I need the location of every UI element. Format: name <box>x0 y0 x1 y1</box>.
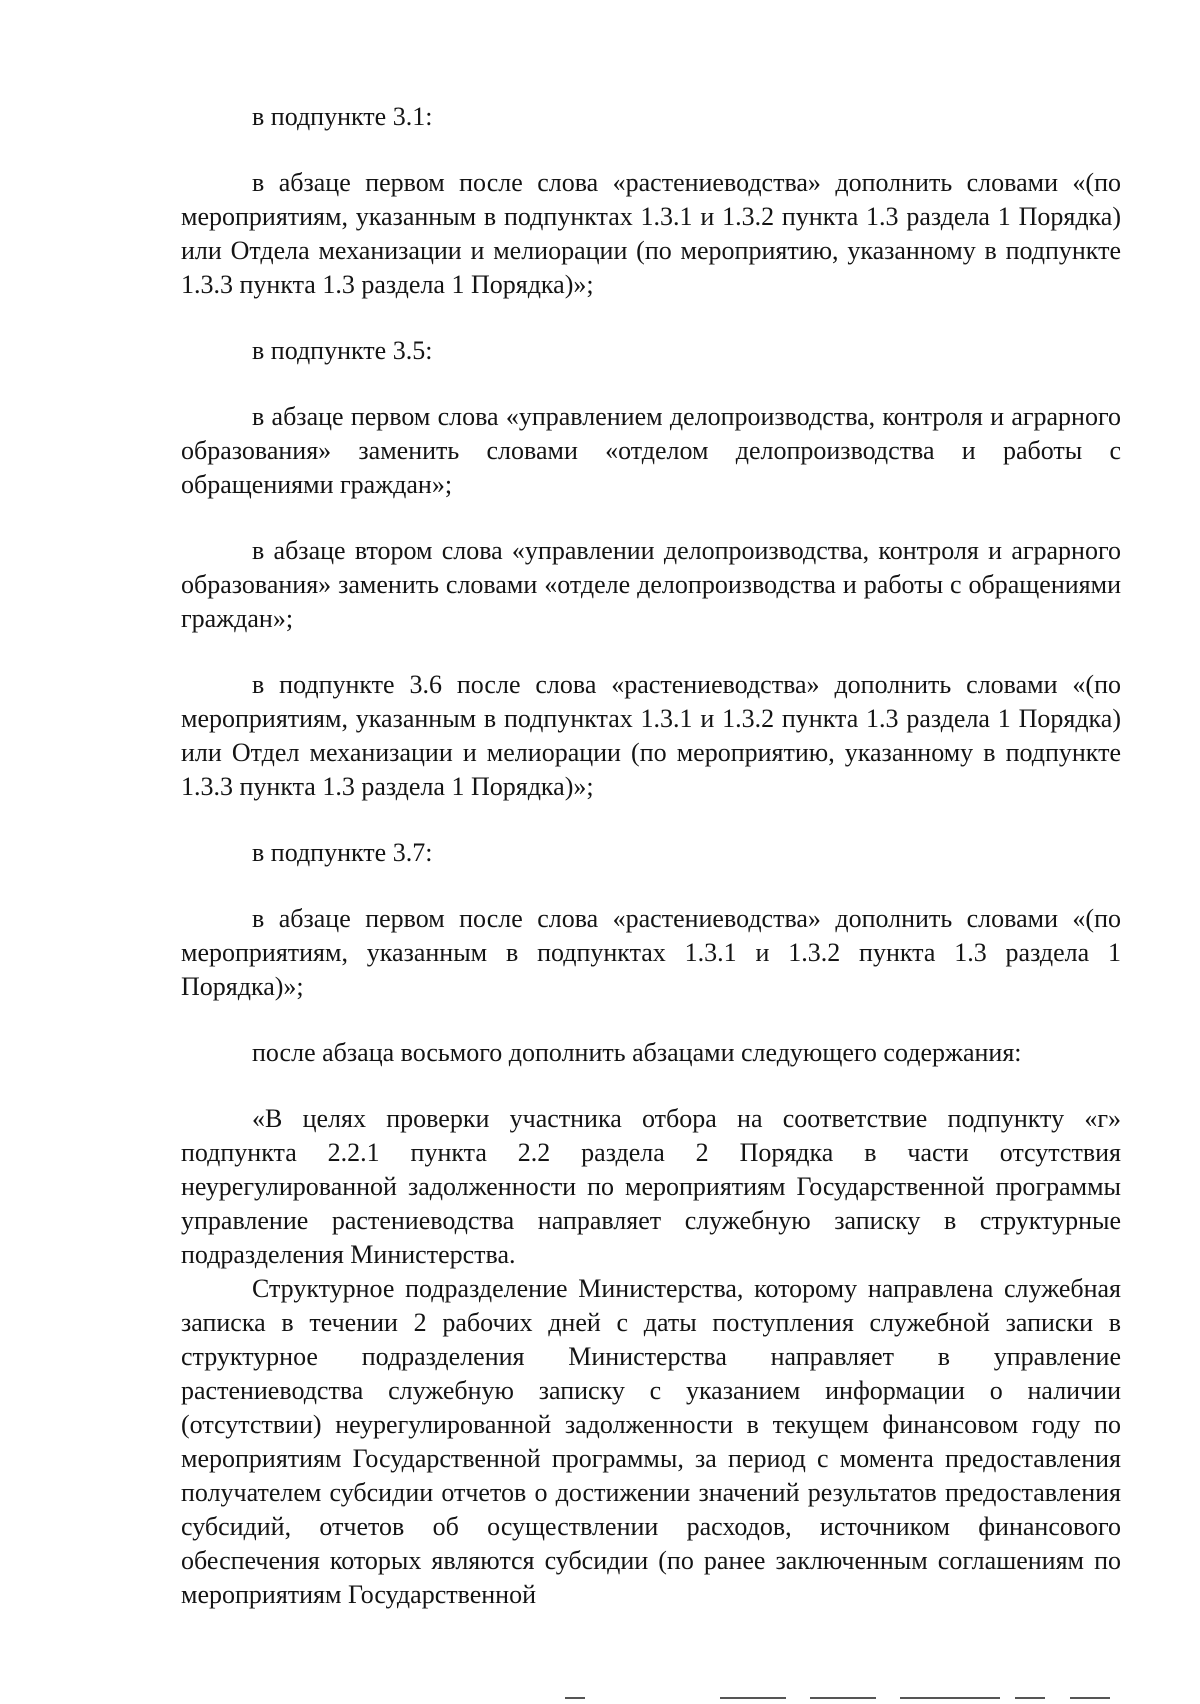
document-page <box>181 100 1121 1612</box>
scan-artifact-line <box>810 1697 876 1699</box>
scan-artifact-line <box>1070 1697 1110 1699</box>
paragraph-amendment-3-6: в подпункте 3.6 после слова «растениеводства» дополнить словами «(по мероприятиям, указанным в подпунктах 1.3.1 и 1.3.2 пункта 1.3 раздела 1 Порядка) или Отдел механизации и мелиорации (по мероприятию, указанному в подпункте 1.3.3 пункта 1.3 раздела 1 Порядка)»; <box>181 670 1121 801</box>
scan-artifact-line <box>1015 1697 1045 1699</box>
paragraph-amendment-3-7: в абзаце первом после слова «растениеводства» дополнить словами «(по мероприятиям, указанным в подпунктах 1.3.1 и 1.3.2 пункта 1.3 раздела 1 Порядка)»; <box>181 904 1121 1001</box>
scan-artifact-line <box>720 1697 786 1699</box>
scan-artifact-line <box>900 1697 1000 1699</box>
paragraph-new-text-2: Структурное подразделение Министерства, которому направлена служебная записка в течении 2 рабочих дней с даты поступления служебной записки в структурное подразделения Министерства направляет в управление растениеводства служебную записку с указанием информации о наличии (отсутствии) неурегулированной задолженности в текущем финансовом году по мероприятиям Государственной программы, за период с момента предоставления получателем субсидии отчетов о достижении значений результатов предоставления субсидий, отчетов об осуществлении расходов, источником финансового обеспечения которых являются субсидии (по ранее заключенным соглашениям по мероприятиям Государственной <box>181 1274 1121 1609</box>
paragraph-subpoint-3-7: в подпункте 3.7: <box>252 838 433 867</box>
paragraph-amendment-3-1: в абзаце первом после слова «растениеводства» дополнить словами «(по мероприятиям, указанным в подпунктах 1.3.1 и 1.3.2 пункта 1.3 раздела 1 Порядка) или Отдела механизации и мелиорации (по мероприятию, указанному в подпункте 1.3.3 пункта 1.3 раздела 1 Порядка)»; <box>181 168 1121 299</box>
paragraph-amendment-3-5-second: в абзаце втором слова «управлении делопроизводства, контроля и аграрного образования» заменить словами «отделе делопроизводства и работы с обращениями граждан»; <box>181 536 1121 633</box>
paragraph-new-text-1: «В целях проверки участника отбора на соответствие подпункту «г» подпункта 2.2.1 пункта 2.2 раздела 2 Порядка в части отсутствия неурегулированной задолженности по мероприятиям Государственной программы управление растениеводства направляет служебную записку в структурные подразделения Министерства. <box>181 1104 1121 1269</box>
paragraph-amendment-3-5-first: в абзаце первом слова «управлением делопроизводства, контроля и аграрного образования» заменить словами «отделом делопроизводства и работы с обращениями граждан»; <box>181 402 1121 499</box>
paragraph-after-eighth: после абзаца восьмого дополнить абзацами следующего содержания: <box>252 1038 1022 1067</box>
paragraph-subpoint-3-5: в подпункте 3.5: <box>252 336 433 365</box>
scan-artifact-line <box>565 1697 585 1699</box>
paragraph-subpoint-3-1: в подпункте 3.1: <box>252 102 433 131</box>
